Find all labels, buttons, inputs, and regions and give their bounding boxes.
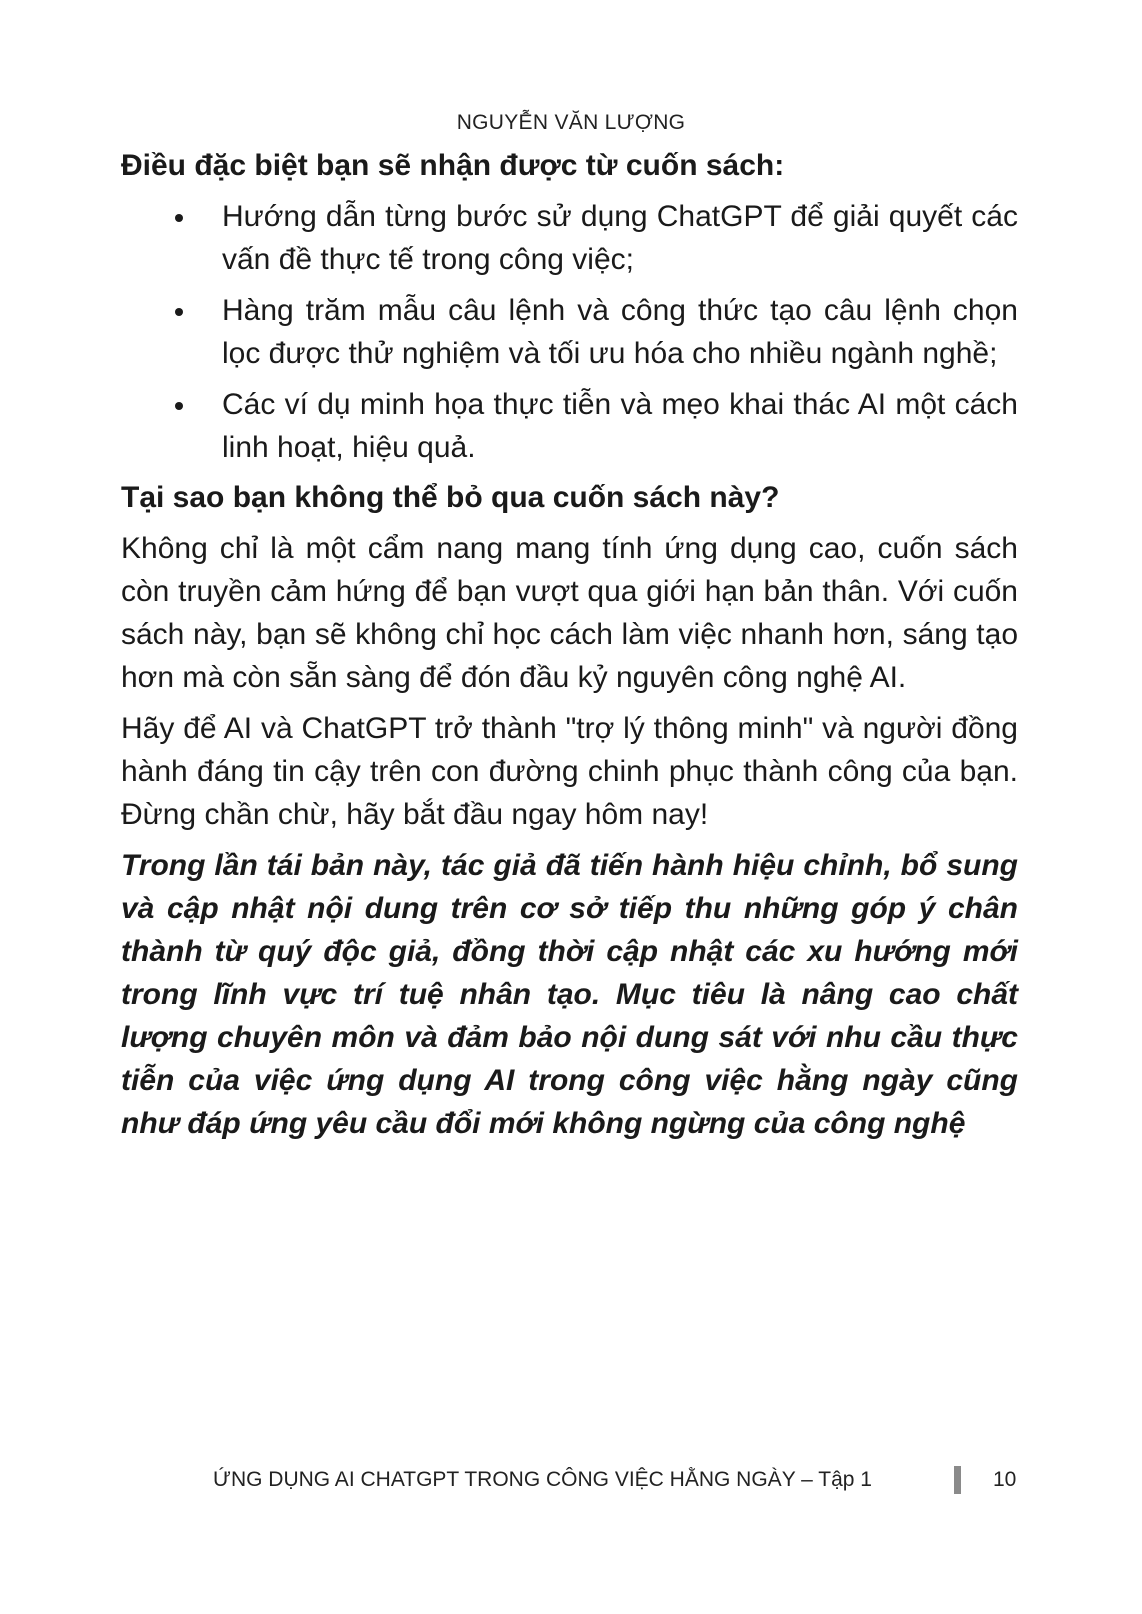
list-item	[121, 383, 1018, 469]
list-item-text: Hướng dẫn từng bước sử dụng ChatGPT để giải quyết các vấn đề thực tế trong công việc;	[222, 200, 1018, 276]
bullet-icon	[175, 402, 183, 410]
feature-list	[121, 195, 1018, 469]
list-item	[121, 289, 1018, 375]
list-item-text: Hàng trăm mẫu câu lệnh và công thức tạo câu lệnh chọn lọc được thử nghiệm và tối ưu hóa cho nhiều ngành nghề;	[222, 294, 1018, 370]
section-heading-special: Điều đặc biệt bạn sẽ nhận được từ cuốn sách:	[121, 149, 785, 182]
paragraph: Hãy để AI và ChatGPT trở thành "trợ lý thông minh" và người đồng hành đáng tin cậy trên con đường chinh phục thành công của bạn. Đừng chần chừ, hãy bắt đầu ngay hôm nay!	[121, 712, 1018, 831]
page-number: 10	[993, 1468, 1017, 1491]
bullet-icon	[175, 214, 183, 222]
paragraph: Không chỉ là một cẩm nang mang tính ứng dụng cao, cuốn sách còn truyền cảm hứng để bạn vượt qua giới hạn bản thân. Với cuốn sách này, bạn sẽ không chỉ học cách làm việc nhanh hơn, sáng tạo hơn mà còn sẵn sàng để đón đầu kỷ nguyên công nghệ AI.	[121, 532, 1018, 694]
list-item	[121, 195, 1018, 281]
running-header-author: NGUYỄN VĂN LƯỢNG	[456, 111, 686, 134]
list-item-text: Các ví dụ minh họa thực tiễn và mẹo khai thác AI một cách linh hoạt, hiệu quả.	[222, 388, 1018, 464]
section-heading-why: Tại sao bạn không thể bỏ qua cuốn sách này?	[121, 481, 780, 514]
footer-divider	[954, 1466, 961, 1494]
bullet-icon	[175, 308, 183, 316]
reprint-note: Trong lần tái bản này, tác giả đã tiến hành hiệu chỉnh, bổ sung và cập nhật nội dung trên cơ sở tiếp thu những góp ý chân thành từ quý độc giả, đồng thời cập nhật các xu hướng mới trong lĩnh vực trí tuệ nhân tạo. Mục tiêu là nâng cao chất lượng chuyên môn và đảm bảo nội dung sát với nhu cầu thực tiễn của việc ứng dụng AI trong công việc hằng ngày cũng như đáp ứng yêu cầu đổi mới không ngừng của công nghệ	[121, 849, 1018, 1140]
page-content	[121, 145, 1018, 1153]
page-footer	[0, 1468, 1142, 1498]
footer-book-title: ỨNG DỤNG AI CHATGPT TRONG CÔNG VIỆC HẰNG NGÀY – Tập 1	[213, 1468, 872, 1491]
